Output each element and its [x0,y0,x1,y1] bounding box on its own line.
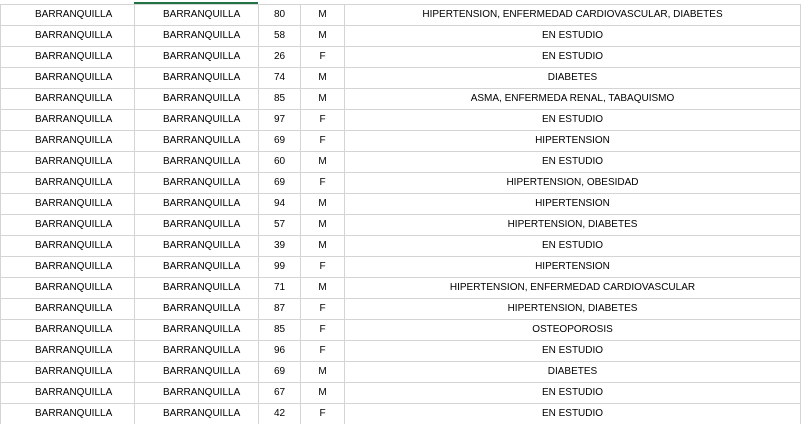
cell-municipality[interactable]: BARRANQUILLA [135,89,259,110]
cell-department[interactable]: BARRANQUILLA [1,341,135,362]
cell-age[interactable]: 99 [259,257,301,278]
cell-condition[interactable]: EN ESTUDIO [345,26,801,47]
cell-department[interactable]: BARRANQUILLA [1,404,135,424]
cell-age[interactable]: 58 [259,26,301,47]
table-row [1,341,801,362]
cell-age[interactable]: 69 [259,362,301,383]
cell-sex[interactable]: M [301,5,345,26]
cell-department[interactable]: BARRANQUILLA [1,215,135,236]
table-row [1,404,801,424]
cell-department[interactable]: BARRANQUILLA [1,131,135,152]
cell-municipality[interactable]: BARRANQUILLA [135,215,259,236]
cell-department[interactable]: BARRANQUILLA [1,89,135,110]
table-row [1,47,801,68]
cell-municipality[interactable]: BARRANQUILLA [135,173,259,194]
cell-age[interactable]: 94 [259,194,301,215]
cell-age[interactable]: 60 [259,152,301,173]
cell-age[interactable]: 71 [259,278,301,299]
table-row [1,110,801,131]
cell-condition[interactable]: EN ESTUDIO [345,383,801,404]
cell-condition[interactable]: HIPERTENSION [345,194,801,215]
cell-sex[interactable]: F [301,341,345,362]
cell-municipality[interactable]: BARRANQUILLA [135,320,259,341]
table-row [1,173,801,194]
cell-municipality[interactable]: BARRANQUILLA [135,194,259,215]
cell-sex[interactable]: M [301,26,345,47]
cell-municipality[interactable]: BARRANQUILLA [135,299,259,320]
table-row [1,194,801,215]
cell-sex[interactable]: M [301,362,345,383]
cell-sex[interactable]: F [301,110,345,131]
cell-municipality[interactable]: BARRANQUILLA [135,278,259,299]
cell-department[interactable]: BARRANQUILLA [1,110,135,131]
table-row [1,236,801,257]
cell-sex[interactable]: F [301,320,345,341]
cell-department[interactable]: BARRANQUILLA [1,278,135,299]
table-row [1,131,801,152]
table-row [1,26,801,47]
cell-municipality[interactable]: BARRANQUILLA [135,110,259,131]
cell-department[interactable]: BARRANQUILLA [1,5,135,26]
cell-condition[interactable]: OSTEOPOROSIS [345,320,801,341]
cell-age[interactable]: 57 [259,215,301,236]
cell-sex[interactable]: M [301,89,345,110]
cell-sex[interactable]: F [301,257,345,278]
table-row [1,152,801,173]
cell-municipality[interactable]: BARRANQUILLA [135,47,259,68]
table-row [1,362,801,383]
cell-sex[interactable]: M [301,383,345,404]
cell-condition[interactable]: EN ESTUDIO [345,404,801,424]
cell-sex[interactable]: F [301,173,345,194]
cell-municipality[interactable]: BARRANQUILLA [135,257,259,278]
cell-department[interactable]: BARRANQUILLA [1,173,135,194]
cell-condition[interactable]: HIPERTENSION, OBESIDAD [345,173,801,194]
cell-condition[interactable]: EN ESTUDIO [345,47,801,68]
cell-age[interactable]: 87 [259,299,301,320]
cell-condition[interactable]: DIABETES [345,68,801,89]
cell-department[interactable]: BARRANQUILLA [1,299,135,320]
cell-condition[interactable]: EN ESTUDIO [345,236,801,257]
cell-age[interactable]: 26 [259,47,301,68]
cell-condition[interactable]: HIPERTENSION [345,131,801,152]
cell-condition[interactable]: HIPERTENSION, ENFERMEDAD CARDIOVASCULAR, DIABETES [345,5,801,26]
cell-municipality[interactable]: BARRANQUILLA [135,5,259,26]
cell-age[interactable]: 85 [259,89,301,110]
grid-body [1,5,801,424]
cell-sex[interactable]: M [301,278,345,299]
cell-condition[interactable]: HIPERTENSION [345,257,801,278]
cell-municipality[interactable]: BARRANQUILLA [135,341,259,362]
cell-condition[interactable]: ASMA, ENFERMEDA RENAL, TABAQUISMO [345,89,801,110]
table-row [1,257,801,278]
table-row [1,68,801,89]
table-row [1,89,801,110]
cell-condition[interactable]: EN ESTUDIO [345,341,801,362]
cell-age[interactable]: 85 [259,320,301,341]
cell-municipality[interactable]: BARRANQUILLA [135,131,259,152]
cell-condition[interactable]: EN ESTUDIO [345,110,801,131]
cell-condition[interactable]: DIABETES [345,362,801,383]
cell-sex[interactable]: M [301,215,345,236]
cell-age[interactable]: 39 [259,236,301,257]
cell-department[interactable]: BARRANQUILLA [1,320,135,341]
cell-sex[interactable]: F [301,404,345,424]
cell-condition[interactable]: HIPERTENSION, DIABETES [345,215,801,236]
cell-municipality[interactable]: BARRANQUILLA [135,68,259,89]
cell-department[interactable]: BARRANQUILLA [1,194,135,215]
table-row [1,215,801,236]
cell-municipality[interactable]: BARRANQUILLA [135,362,259,383]
cell-municipality[interactable]: BARRANQUILLA [135,383,259,404]
cell-sex[interactable]: M [301,68,345,89]
cell-department[interactable]: BARRANQUILLA [1,362,135,383]
table-row [1,320,801,341]
cell-department[interactable]: BARRANQUILLA [1,152,135,173]
cell-department[interactable]: BARRANQUILLA [1,68,135,89]
cell-sex[interactable]: F [301,299,345,320]
cell-condition[interactable]: HIPERTENSION, DIABETES [345,299,801,320]
cell-municipality[interactable]: BARRANQUILLA [135,26,259,47]
cell-department[interactable]: BARRANQUILLA [1,47,135,68]
cell-condition[interactable]: HIPERTENSION, ENFERMEDAD CARDIOVASCULAR [345,278,801,299]
cell-sex[interactable]: F [301,47,345,68]
cell-municipality[interactable]: BARRANQUILLA [135,404,259,424]
cell-age[interactable]: 69 [259,131,301,152]
cell-age[interactable]: 69 [259,173,301,194]
table-row [1,383,801,404]
cell-department[interactable]: BARRANQUILLA [1,257,135,278]
cell-municipality[interactable]: BARRANQUILLA [135,236,259,257]
table-row [1,299,801,320]
cell-department[interactable]: BARRANQUILLA [1,383,135,404]
table-row [1,5,801,26]
cell-department[interactable]: BARRANQUILLA [1,26,135,47]
cell-age[interactable]: 80 [259,5,301,26]
cell-sex[interactable]: M [301,236,345,257]
data-grid [0,4,801,424]
cell-sex[interactable]: F [301,131,345,152]
cell-department[interactable]: BARRANQUILLA [1,236,135,257]
table-row [1,278,801,299]
cell-age[interactable]: 42 [259,404,301,424]
cell-sex[interactable]: M [301,152,345,173]
cell-age[interactable]: 96 [259,341,301,362]
cell-condition[interactable]: EN ESTUDIO [345,152,801,173]
cell-age[interactable]: 74 [259,68,301,89]
cell-age[interactable]: 97 [259,110,301,131]
cell-municipality[interactable]: BARRANQUILLA [135,152,259,173]
cell-age[interactable]: 67 [259,383,301,404]
cell-sex[interactable]: M [301,194,345,215]
